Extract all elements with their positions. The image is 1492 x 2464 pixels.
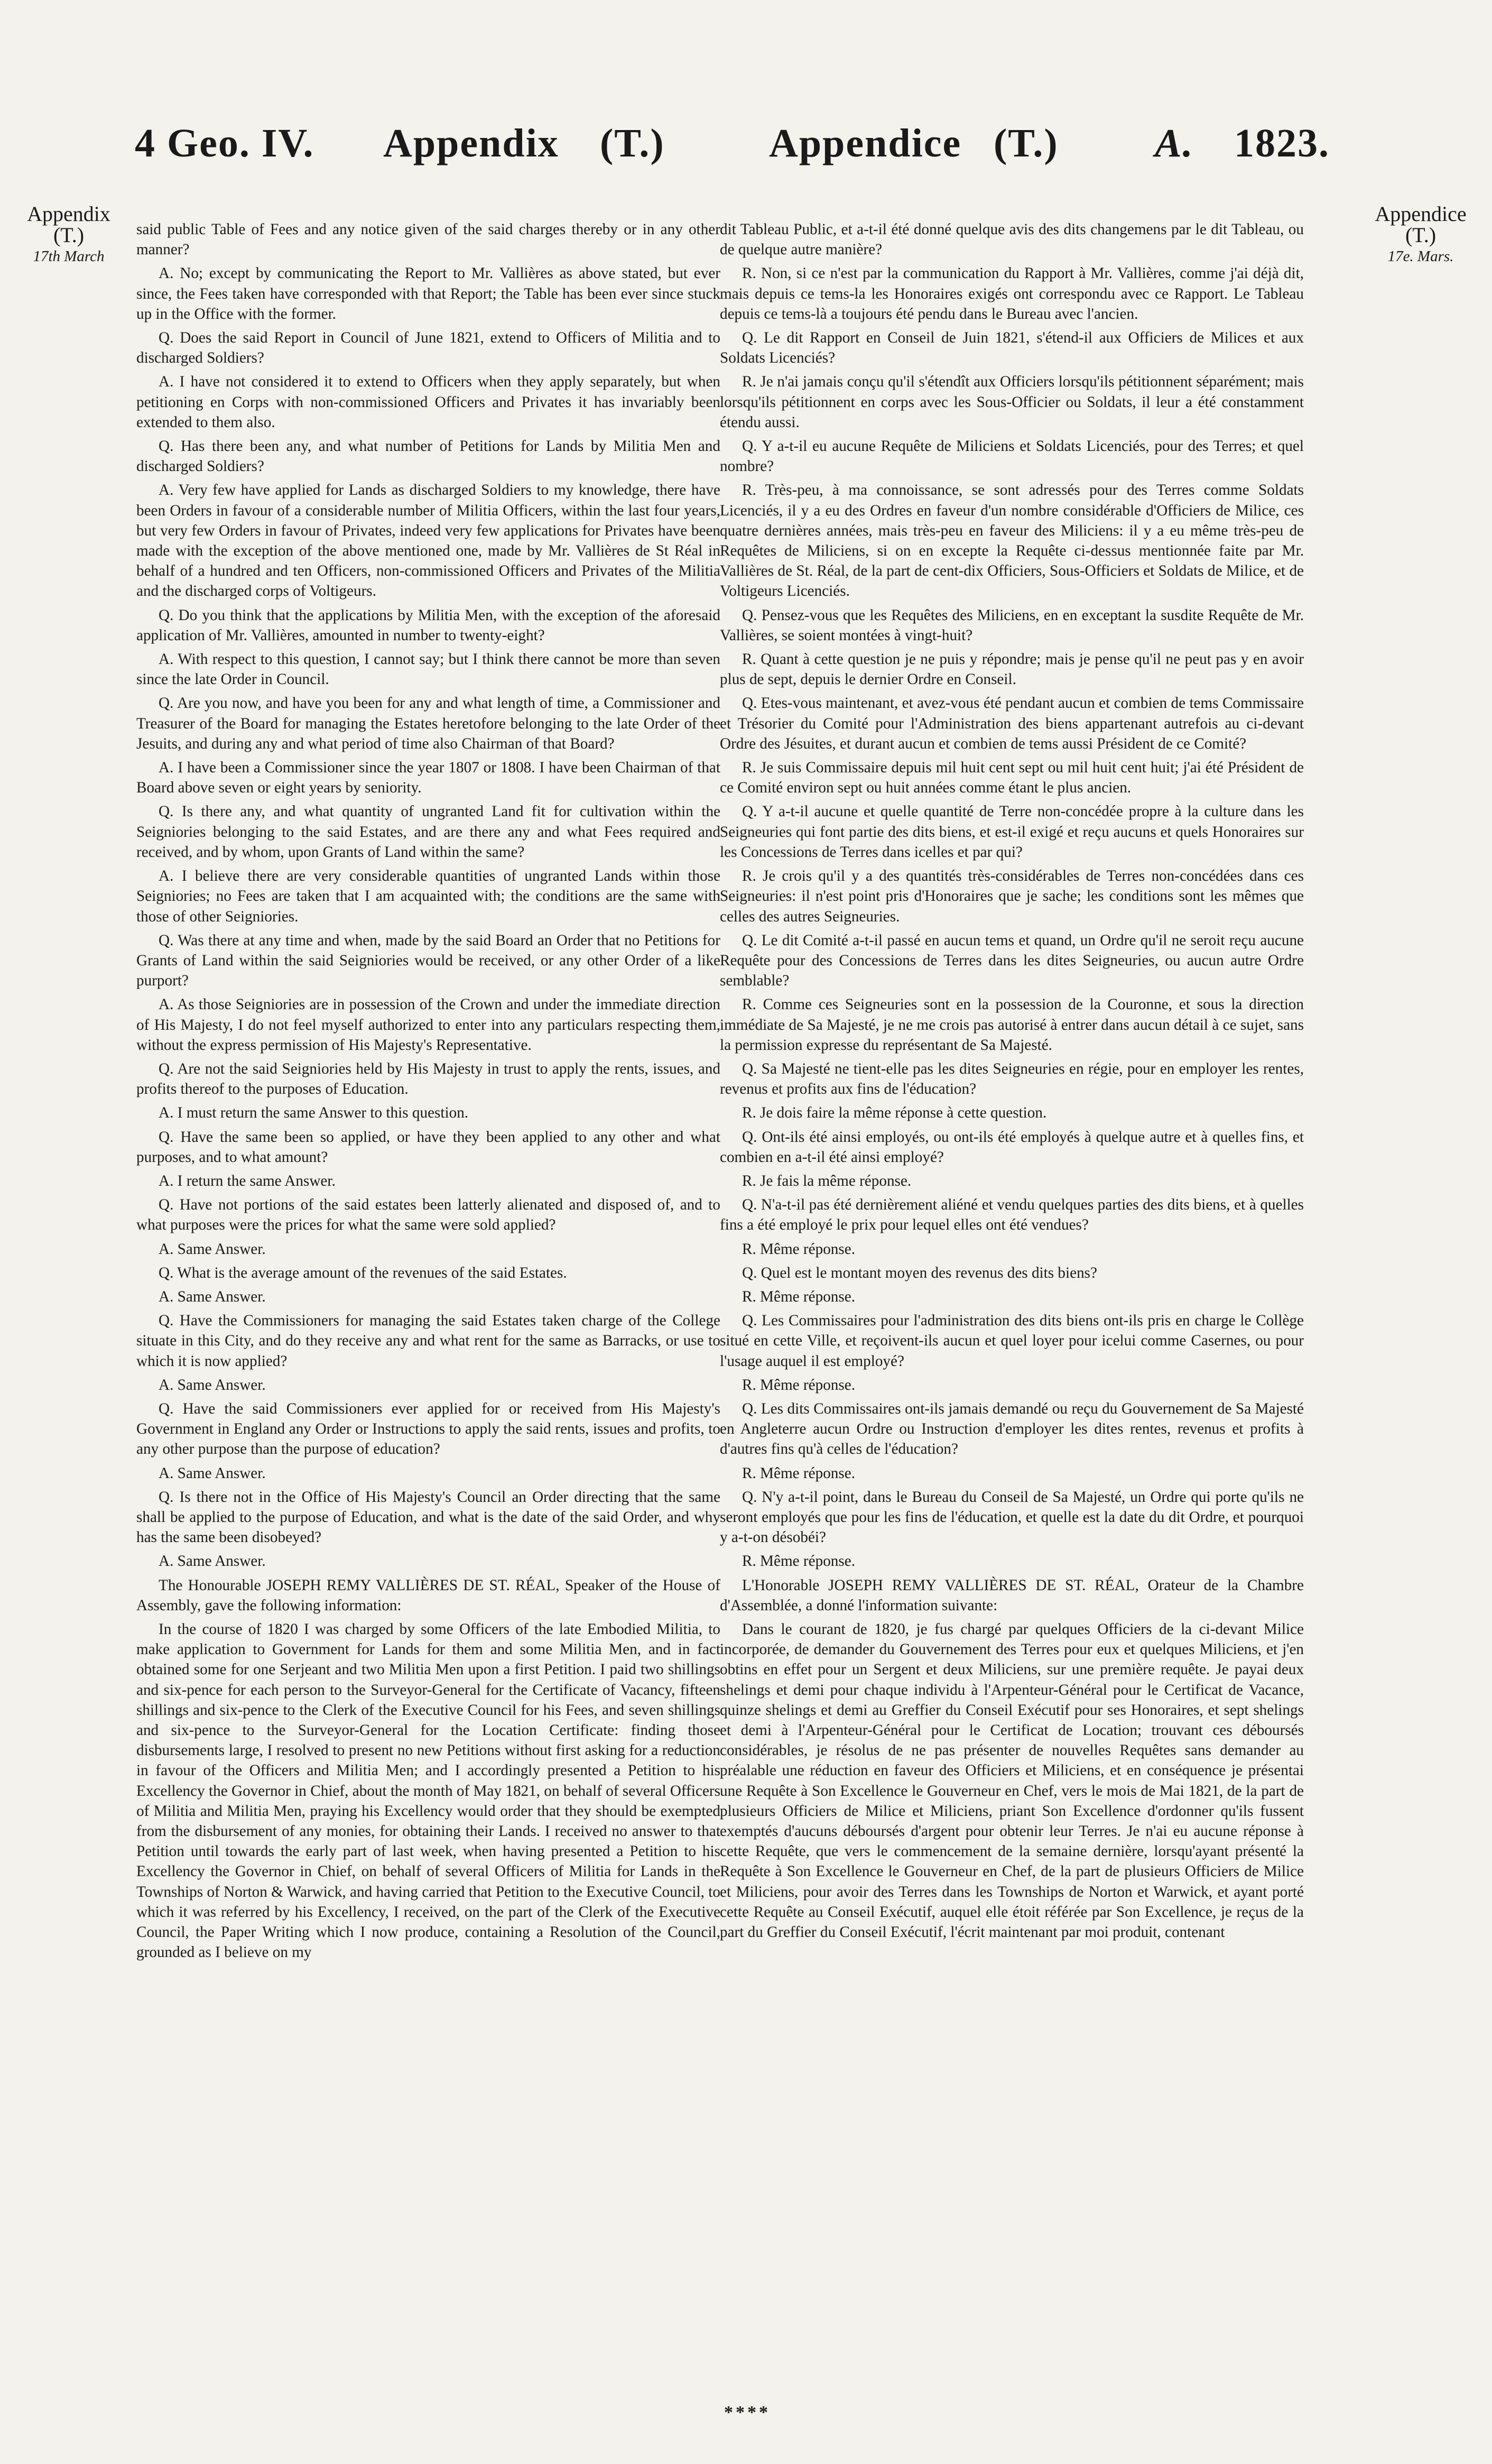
paragraph: Q. Le dit Comité a-t-il passé en aucun tems et quand, un Ordre qu'il ne seroit reçu aucune Requête pour des Concessions de Terres dans les dites Seigneuries, ou aucun autre Ordre semblable? (720, 931, 1304, 990)
paragraph: R. Je dois faire la même réponse à cette question. (742, 1104, 1047, 1122)
paragraph: L'Honorable JOSEPH REMY VALLIÈRES DE ST. RÉAL, Orateur de la Chambre d'Assemblée, a donné l'information suivante: (720, 1576, 1304, 1614)
header-session: 4 Geo. IV. (135, 121, 314, 165)
paragraph: Q. Sa Majesté ne tient-elle pas les dites Seigneuries en régie, pour en employer les rentes, revenus et profits aux fins de l'éducation? (720, 1060, 1304, 1098)
margin-letter: (T.) (53, 223, 85, 247)
paragraph: R. Non, si ce n'est par la communication du Rapport à Mr. Vallières, comme j'ai déjà dit, mais depuis ce tems-la les Honoraires exigés ont correspondu avec ce Rapport. Le Tableau depuis ce tems-là a toujours été pendu dans le Bureau avec l'ancien. (720, 265, 1304, 322)
paragraph: A. No; except by communicating the Report to Mr. Vallières as above stated, but ever since, the Fees taken have corresponded with that Report; the Table has been ever since stuck up in the Office with the former. (136, 265, 720, 322)
header-year: 1823. (1234, 121, 1330, 165)
paragraph: Q. Pensez-vous que les Requêtes des Miliciens, en en exceptant la susdite Requête de Mr. Vallières, se soient montées à vingt-huit? (720, 606, 1304, 644)
paragraph: R. Même réponse. (742, 1288, 855, 1305)
paragraph: Q. Is there any, and what quantity of ungranted Land fit for cultivation within the Seigniories belonging to the said Estates, and are there any and what Fees required and received, and by whom, upon Grants of Land within the same? (136, 803, 720, 861)
paragraph: In the course of 1820 I was charged by some Officers of the late Embodied Militia, to make application to Government for Lands for them and some Militia Men, and in fact obtained some for one Serjeant and two Militia Men upon a first Petition. I paid two shillings and six-pence for each person to the Surveyor-General for the Certificate of Vacancy, fifteen shillings and six-pence to the Clerk of the Executive Council for his Fees, and seven shillings and six-pence to the Surveyor-General for the Location Certificate: finding those disbursements large, I resolved to present no new Petitions without first asking for a reduction in favour of the Officers and Militia Men; and I accordingly presented a Petition to his Excellency the Governor in Chief, about the month of May 1821, on behalf of several Officers of Militia and Militia Men, praying his Excellency would order that they should be exempted from the disbursement of any monies, for obtaining their Lands. I received no answer to that Petition until towards the early part of last week, when having presented a Petition to his Excellency the Governor in Chief, on behalf of several Officers of Militia for Lands in the Townships of Norton & Warwick, and having carried that Petition to the Executive Council, to which it was referred by his Excellency, I received, on the part of the Clerk of the Executive Council, the Paper Writing which I now produce, containing a Resolution of the Council, grounded as I believe on my (136, 1621, 720, 1961)
paragraph: R. Très-peu, à ma connoissance, se sont adressés pour des Terres comme Soldats Licenciés, il y a eu des Ordres en faveur d'un nombre considérable d'Officiers de Milice, ces quatre dernières années, mais très-peu en faveur des Miliciens: il y a eu même très-peu de Requêtes de Miliciens, si on en excepte la Requête ci-dessus mentionnée faite par Mr. Vallières de St. Réal, de la part de cent-dix Officiers, Sous-Officiers et Soldats de Milice, et de Voltigeurs Licenciés. (720, 482, 1304, 600)
paragraph: Q. What is the average amount of the revenues of the said Estates. (159, 1264, 567, 1281)
paragraph: A. As those Seigniories are in possession of the Crown and under the immediate direction of His Majesty, I do not feel myself authorized to enter into any particulars respecting them, without the express permission of His Majesty's Representative. (136, 996, 720, 1054)
margin-date: 17e. Mars. (1387, 248, 1454, 265)
paragraph: Q. Quel est le montant moyen des revenus des dits biens? (742, 1264, 1097, 1281)
paragraph: Q. Are not the said Seigniories held by His Majesty in trust to apply the rents, issues, and profits thereof to the purposes of Education. (136, 1060, 720, 1098)
header-appendix-en: Appendix (383, 121, 559, 165)
paragraph: R. Je crois qu'il y a des quantités très-considérables de Terres non-concédées dans ces Seigneuries: il n'est point pris d'Honoraires que je sache; les conditions sont les mêmes que celles des autres Seigneuries. (720, 868, 1304, 925)
paragraph: The Honourable JOSEPH REMY VALLIÈRES DE ST. RÉAL, Speaker of the House of Assembly, gave the following information: (136, 1576, 720, 1614)
paragraph: Q. Are you now, and have you been for any and what length of time, a Commissioner and Treasurer of the Board for managing the Estates heretofore belonging to the late Order of the Jesuits, and during any and what period of time also Chairman of that Board? (136, 695, 720, 752)
paragraph: A. Same Answer. (159, 1376, 266, 1394)
margin-note-right (1363, 204, 1479, 267)
paragraph: Q. N'a-t-il pas été dernièrement aliéné et vendu quelques parties des dits biens, et à quelles fins a été employé le prix pour lequel elles ont été vendues? (720, 1196, 1304, 1234)
paragraph: Q. Ont-ils été ainsi employés, ou ont-ils été employés à quelque autre et à quelles fins, et combien en a-t-il été ainsi employé? (720, 1128, 1304, 1166)
paragraph: Q. Is there not in the Office of His Majesty's Council an Order directing that the same shall be applied to the purpose of Education, and what is the date of the said Order, and why has the same been disobeyed? (136, 1488, 720, 1546)
paragraph: Q. Have not portions of the said estates been latterly alienated and disposed of, and to what purposes were the prices for what the same were sold applied? (136, 1196, 720, 1234)
paragraph: R. Même réponse. (742, 1464, 855, 1482)
paragraph: Q. Was there at any time and when, made by the said Board an Order that no Petitions for Grants of Land within the said Seigniories would be received, or any other Order of a like purport? (136, 931, 720, 990)
paragraph: Q. Have the same been so applied, or have they been applied to any other and what purposes, and to what amount? (136, 1128, 720, 1166)
margin-note-left (16, 204, 122, 267)
running-header (135, 121, 1340, 179)
margin-date: 17th March (33, 248, 105, 265)
page-signature: **** (724, 2403, 771, 2422)
paragraph: Q. Do you think that the applications by Militia Men, with the exception of the aforesaid application of Mr. Vallières, amounted in number to twenty-eight? (136, 606, 720, 644)
paragraph: Q. N'y a-t-il point, dans le Bureau du Conseil de Sa Majesté, un Ordre qui porte qu'ils ne seront employés que pour les fins de l'éducation, et quelle est la date du dit Ordre, et pourquoi y a-t-on désobéi? (720, 1488, 1304, 1546)
paragraph: Q. Does the said Report in Council of June 1821, extend to Officers of Militia and to discharged Soldiers? (136, 329, 720, 367)
french-column (720, 219, 1304, 1946)
paragraph: A. Same Answer. (159, 1553, 266, 1570)
paragraph: Q. Les Commissaires pour l'administration des dits biens ont-ils pris en charge le Collège situé en cette Ville, et reçoivent-ils aucun et quel loyer pour icelui comme Casernes, ou pour l'usage auquel il est employé? (720, 1312, 1304, 1370)
paragraph: A. I have been a Commissioner since the year 1807 or 1808. I have been Chairman of that Board above seven or eight years by seniority. (136, 759, 720, 797)
paragraph: Q. Les dits Commissaires ont-ils jamais demandé ou reçu du Gouvernement de Sa Majesté en Angleterre aucun Ordre ou Instruction d'employer les dites rentes, revenus et profits à d'autres fins qu'à celles de l'éducation? (720, 1400, 1304, 1458)
paragraph: R. Je fais la même réponse. (742, 1172, 912, 1189)
paragraph: R. Même réponse. (742, 1240, 855, 1258)
header-appendix-fr: Appendice (769, 121, 962, 165)
paragraph: A. I must return the same Answer to this question. (159, 1104, 469, 1122)
paragraph: Q. Have the said Commissioners ever applied for or received from His Majesty's Government in England any Order or Instructions to apply the said rents, issues and profits, to any other purpose than the purpose of education? (136, 1400, 720, 1458)
paragraph: R. Quant à cette question je ne puis y répondre; mais je pense qu'il ne peut pas y en avoir plus de sept, depuis le dernier Ordre en Conseil. (720, 651, 1304, 688)
paragraph: A. Same Answer. (159, 1240, 266, 1258)
paragraph: R. Je n'ai jamais conçu qu'il s'étendît aux Officiers lorsqu'ils pétitionnent séparément; mais lorsqu'ils pétitionnent en corps avec les Sous-Officier ou Soldats, il leur a été constamment étendu aussi. (720, 373, 1304, 431)
paragraph: dit Tableau Public, et a-t-il été donné quelque avis des dits changemens par le dit Tableau, ou de quelque autre manière? (720, 221, 1304, 259)
paragraph: R. Je suis Commissaire depuis mil huit cent sept ou mil huit cent huit; j'ai été Président de ce Comité environ sept ou huit années comme étant le plus ancien. (720, 759, 1304, 797)
header-a-letter: A. (1155, 121, 1194, 165)
paragraph: A. I return the same Answer. (159, 1172, 336, 1189)
paragraph: Q. Have the Commissioners for managing the said Estates taken charge of the College situate in this City, and do they receive any and what rent for the same as Barracks, or use to which it is now applied? (136, 1312, 720, 1370)
paragraph: A. Very few have applied for Lands as discharged Soldiers to my knowledge, there have been Orders in favour of a considerable number of Militia Officers, within the last four years, but very few Orders in favour of Privates, indeed very few applications for Privates have been made with the exception of the above mentioned one, made by Mr. Vallières de St Réal in behalf of a hundred and ten Officers, non-commissioned Officers and Privates of the Militia and the discharged corps of Voltigeurs. (136, 482, 720, 600)
paragraph: Q. Le dit Rapport en Conseil de Juin 1821, s'étend-il aux Officiers de Milices et aux Soldats Licenciés? (720, 329, 1304, 367)
paragraph: A. I have not considered it to extend to Officers when they apply separately, but when petitioning en Corps with non-commissioned Officers and Privates it has invariably been extended to them also. (136, 373, 720, 431)
paragraph: A. With respect to this question, I cannot say; but I think there cannot be more than seven since the late Order in Council. (136, 651, 720, 688)
margin-label: Appendix (27, 202, 110, 226)
paragraph: Q. Y a-t-il aucune et quelle quantité de Terre non-concédée propre à la culture dans les Seigneuries qui font partie des dits biens, et est-il exigé et reçu aucuns et quels Honoraires sur les Concessions de Terres dans icelles et par qui? (720, 803, 1304, 861)
header-letter-right: (T.) (994, 121, 1059, 165)
paragraph: A. Same Answer. (159, 1288, 266, 1305)
paragraph: said public Table of Fees and any notice given of the said charges thereby or in any other manner? (136, 221, 720, 259)
paragraph: Q. Has there been any, and what number of Petitions for Lands by Militia Men and discharged Soldiers? (136, 438, 720, 475)
paragraph: A. Same Answer. (159, 1464, 266, 1482)
margin-label: Appendice (1375, 202, 1467, 226)
paragraph: Dans le courant de 1820, je fus chargé par quelques Officiers de la ci-devant Milice incorporée, de demander du Gouvernement des Terres pour eux et quelques Miliciens, et j'en obtins en effet pour un Sergent et deux Miliciens, sur une première requête. Je payai deux shelings et demi pour chaque individu à l'Arpenteur-Général pour le Certificat de Vacance, quinze shelings et demi au Greffier du Conseil Exécutif pour ses Honoraires, et sept shelings et demi à l'Arpenteur-Général pour le Certificat de Location; trouvant ces déboursés considérables, je résolus de ne pas présenter de nouvelles Requêtes sans demander au préalable une réduction en faveur des Officiers et Miliciens, et en conséquence je présentai une Requête à Son Excellence le Gouverneur en Chef, vers le mois de Mai 1821, de la part de plusieurs Officiers de Milice et Miliciens, priant Son Excellence d'ordonner qu'ils fussent exemptés d'aucuns déboursés d'argent pour obtenir leur Terres. Je n'ai eu aucune réponse à cette Requête, que vers le commencement de la semaine dernière, lorsqu'ayant présenté la Requête à Son Excellence le Gouverneur en Chef, de la part de plusieurs Officiers de Milice et Miliciens, pour avoir des Terres dans les Townships de Norton et Warwick, et ayant porté cette Requête au Conseil Exécutif, auquel elle étoit référée par Son Excellence, je reçus de la part du Greffier du Conseil Exécutif, l'écrit maintenant par moi produit, contenant (720, 1621, 1304, 1941)
paragraph: R. Même réponse. (742, 1553, 855, 1570)
paragraph: R. Même réponse. (742, 1376, 855, 1394)
english-column (136, 219, 720, 1966)
paragraph: Q. Y a-t-il eu aucune Requête de Miliciens et Soldats Licenciés, pour des Terres; et quel nombre? (720, 438, 1304, 475)
margin-letter: (T.) (1405, 223, 1437, 247)
paragraph: A. I believe there are very considerable quantities of ungranted Lands within those Seigniories; no Fees are taken that I am acquainted with; the conditions are the same with those of other Seigniories. (136, 868, 720, 925)
paragraph: R. Comme ces Seigneuries sont en la possession de la Couronne, et sous la direction immédiate de Sa Majesté, je ne me crois pas autorisé à entrer dans aucun détail à ce sujet, sans la permission expresse du représentant de Sa Majesté. (720, 996, 1304, 1054)
paragraph: Q. Etes-vous maintenant, et avez-vous été pendant aucun et combien de tems Commissaire et Trésorier du Comité pour l'Administration des biens appartenant autrefois au ci-devant Ordre des Jésuites, et durant aucun et combien de tems aussi Président de ce Comité? (720, 695, 1304, 752)
header-letter-left: (T.) (600, 121, 665, 165)
